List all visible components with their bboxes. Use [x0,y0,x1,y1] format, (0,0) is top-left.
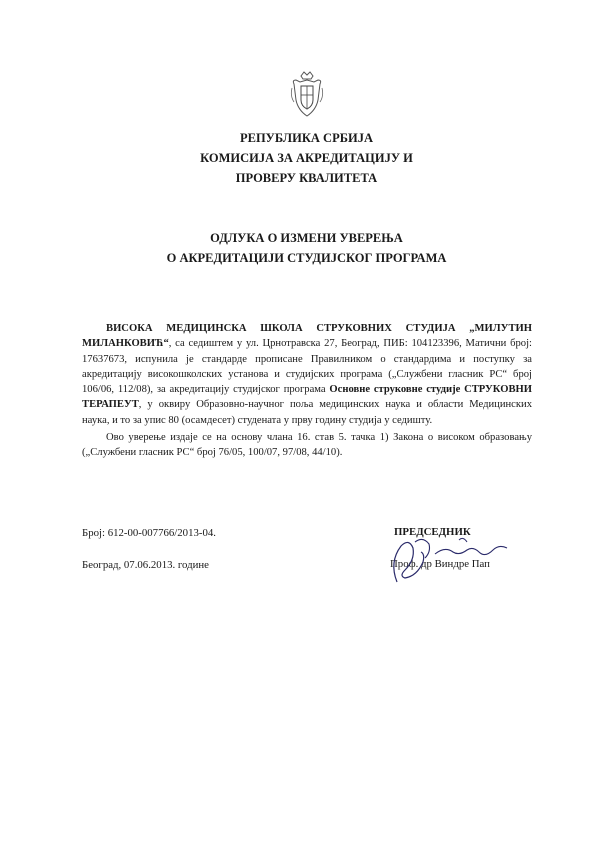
body-paragraph-1 [82,321,532,428]
title-line-1: ОДЛУКА О ИЗМЕНИ УВЕРЕЊА [210,231,403,245]
paragraph-1-text-b: , у оквиру Образовно-научног поља медицинских наука и области Медицинских наука, и то за упис 80 (осамдесет) студената у прву годину студија у седишту. [82,399,532,426]
handwritten-signature-icon [375,532,535,588]
coat-of-arms-icon [290,70,324,120]
signatory-role: ПРЕДСЕДНИК [394,526,471,538]
paragraph-1-text-a: , са седиштем у ул. Црнотравска 27, Београд, ПИБ: 104123396, Матични број: 17637673, испунила је стандарде прописане Правилником о стандардима и поступку за акредитацију високошколских установа и студијских програма („Службени гласник РС“ број 106/06, 112/08), за акредитацију студијског програма [82,338,532,396]
body-paragraph-2: Ово уверење издаје се на основу члана 16. став 5. тачка 1) Закона о високом образовању („Службени гласник РС“ број 76/05, 100/07, 97/08, 44/10). [82,432,532,459]
title-line-2: О АКРЕДИТАЦИЈИ СТУДИЈСКОГ ПРОГРАМА [166,251,447,265]
program-name: Основне струковне студије СТРУКОВНИ ТЕРАПЕУТ [82,384,532,411]
document-body [82,321,532,461]
header-line-2: КОМИСИЈА ЗА АКРЕДИТАЦИЈУ И [200,151,413,165]
document-title [0,228,613,268]
signatory-name: Проф. др Виндре Пап [390,558,490,570]
document-date: Београд, 07.06.2013. године [82,559,209,571]
issuer-header [0,128,613,188]
institution-name: ВИСОКА МЕДИЦИНСКА ШКОЛА СТРУКОВНИХ СТУДИЈА „МИЛУТИН МИЛАНКОВИЋ“ [82,323,532,350]
document-number: Број: 612-00-007766/2013-04. [82,527,216,539]
header-line-3: ПРОВЕРУ КВАЛИТЕТА [235,171,378,185]
header-line-1: РЕПУБЛИКА СРБИЈА [239,131,373,145]
